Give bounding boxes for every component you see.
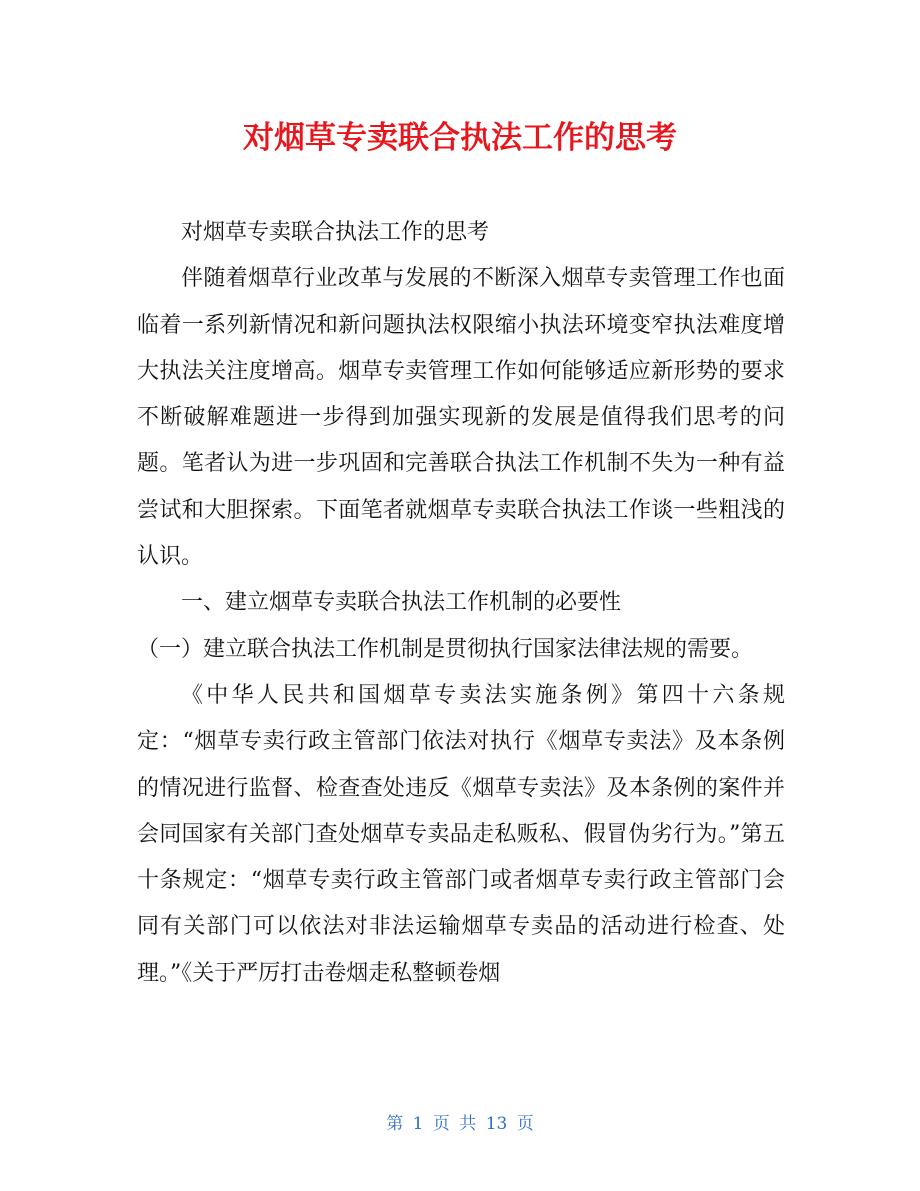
- document-body: [137, 210, 785, 997]
- paragraph-intro: 伴随着烟草行业改革与发展的不断深入烟草专卖管理工作也面临着一系列新情况和新问题执法权限缩小执法环境变窄执法难度增大执法关注度增高。烟草专卖管理工作如何能够适应新形势的要求不断破解难题进一步得到加强实现新的发展是值得我们思考的问题。笔者认为进一步巩固和完善联合执法工作机制不失为一种有益尝试和大胆探索。下面笔者就烟草专卖联合执法工作谈一些粗浅的认识。: [137, 266, 785, 570]
- paragraph-regulation: 《中华人民共和国烟草专卖法实施条例》第四十六条规定：“烟草专卖行政主管部门依法对执行《烟草专卖法》及本条例的情况进行监督、检查查处违反《烟草专卖法》及本条例的案件并会同国家有关部门查处烟草专卖品走私贩私、假冒伪劣行为。”第五十条规定：“烟草专卖行政主管部门或者烟草专卖行政主管部门会同有关部门可以依法对非法运输烟草专卖品的活动进行检查、处理。”《关于严厉打击卷烟走私整顿卷烟: [137, 682, 785, 986]
- page-number-footer: 第 1 页 共 13 页: [386, 1114, 534, 1134]
- subsection-heading-1: （一）建立联合执法工作机制是贯彻执行国家法律法规的需要。: [137, 636, 754, 662]
- document-title: 对烟草专卖联合执法工作的思考: [243, 120, 677, 156]
- paragraph-subtitle: 对烟草专卖联合执法工作的思考: [181, 220, 490, 245]
- section-heading-1: 一、建立烟草专卖联合执法工作机制的必要性: [181, 590, 622, 616]
